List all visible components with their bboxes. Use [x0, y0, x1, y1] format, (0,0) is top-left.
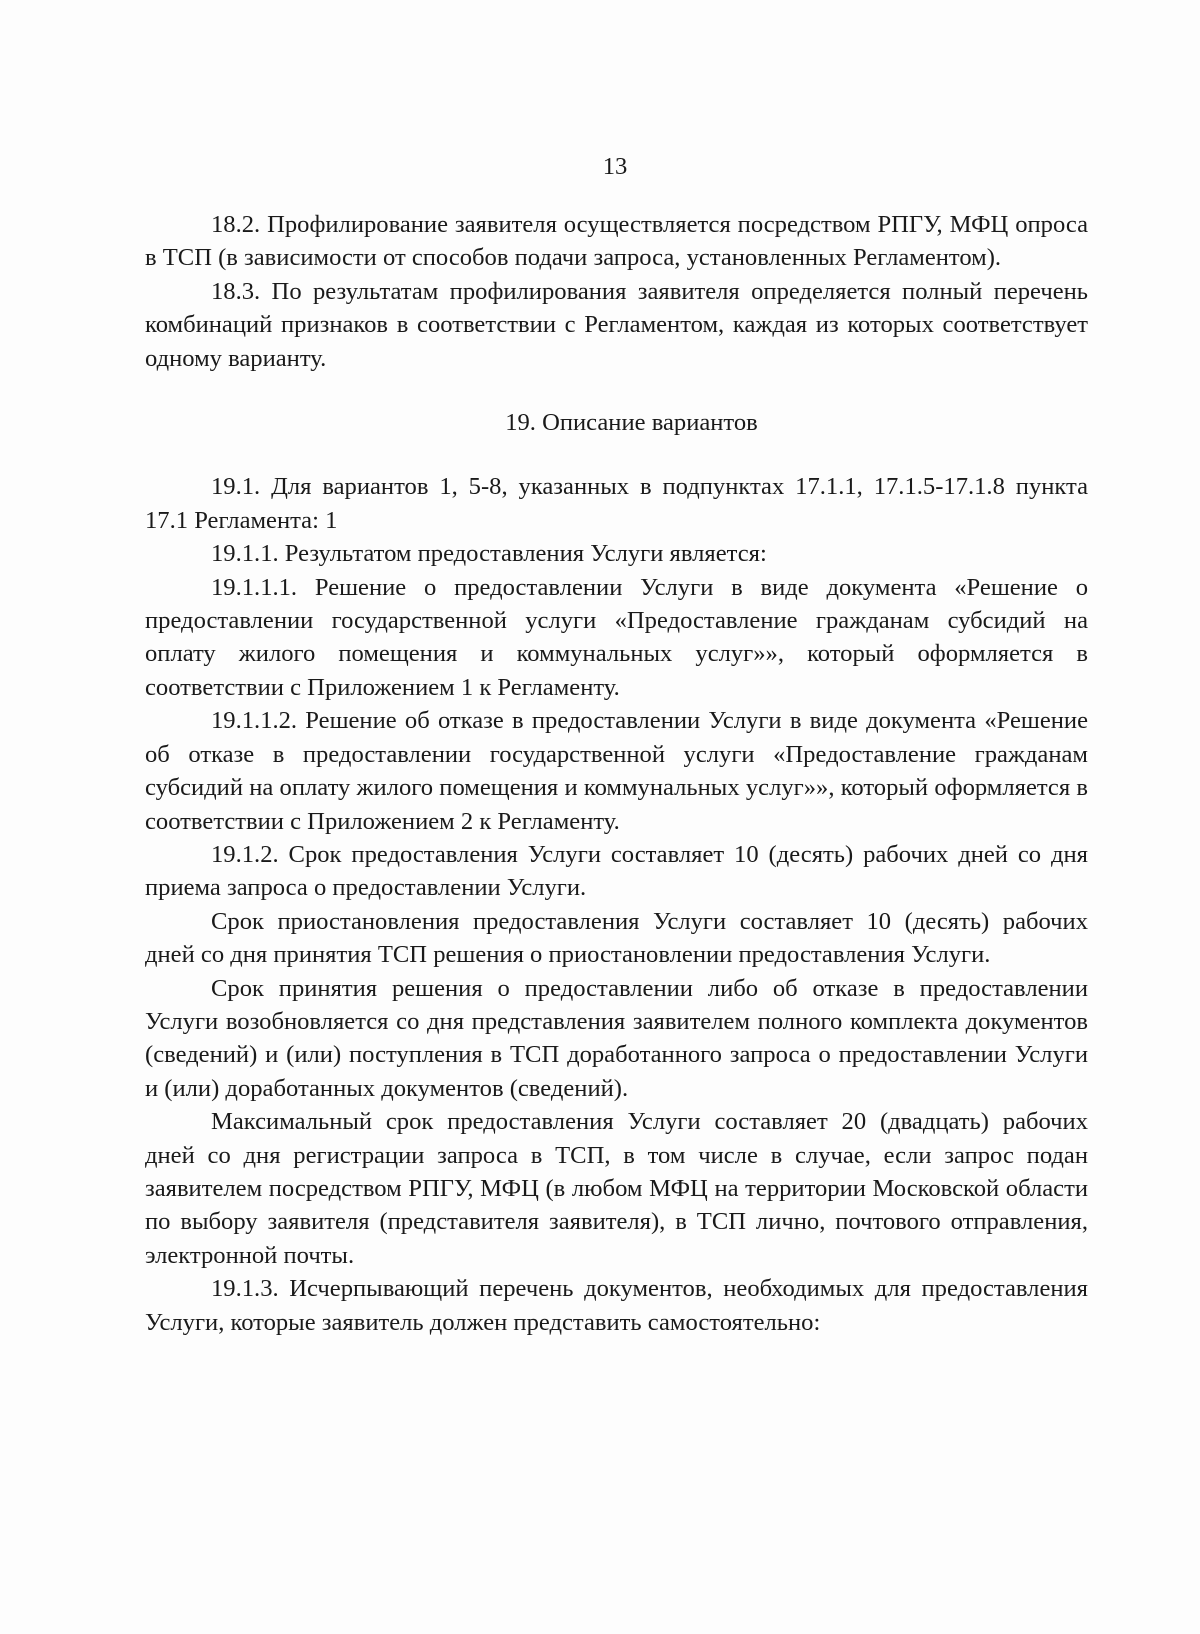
section-heading: 19. Описание вариантов [505, 409, 758, 437]
paragraph-decision-term: Срок принятия решения о предоставлении либо об отказе в предоставлении Услуги возобновляется со дня представления заявителем полного комплекта документов (сведений) и (или) поступления в ТСП доработанного запроса о предоставлении Услуги и (или) доработанных документов (сведений). [145, 974, 1088, 1102]
paragraph-19-1-3: 19.1.3. Исчерпывающий перечень документов, необходимых для предоставления Услуги, которые заявитель должен представить самостоятельно: [145, 1275, 1088, 1336]
paragraph-19-1-1-2: 19.1.1.2. Решение об отказе в предоставлении Услуги в виде документа «Решение об отказе в предоставлении государственной услуги «Предоставление гражданам субсидий на оплату жилого помещения и коммунальных услуг»», который оформляется в соответствии с Приложением 2 к Регламенту. [145, 707, 1088, 835]
paragraph-18-2: 18.2. Профилирование заявителя осуществляется посредством РПГУ, МФЦ опроса в ТСП (в зависимости от способов подачи запроса, установленных Регламентом). [145, 211, 1088, 272]
document-body [145, 208, 1088, 1339]
paragraph-19-1-1-1: 19.1.1.1. Решение о предоставлении Услуги в виде документа «Решение о предоставлении государственной услуги «Предоставление гражданам субсидий на оплату жилого помещения и коммунальных услуг»», который оформляется в соответствии с Приложением 1 к Регламенту. [145, 573, 1088, 701]
paragraph-max-term: Максимальный срок предоставления Услуги составляет 20 (двадцать) рабочих дней со дня регистрации запроса в ТСП, в том числе в случае, если запрос подан заявителем посредством РПГУ, МФЦ (в любом МФЦ на территории Московской области по выбору заявителя (представителя заявителя), в ТСП лично, почтового отправления, электронной почты. [145, 1108, 1088, 1269]
paragraph-18-3: 18.3. По результатам профилирования заявителя определяется полный перечень комбинаций признаков в соответствии с Регламентом, каждая из которых соответствует одному варианту. [145, 277, 1088, 372]
paragraph-suspension-term: Срок приостановления предоставления Услуги составляет 10 (десять) рабочих дней со дня принятия ТСП решения о приостановлении предоставления Услуги. [145, 907, 1088, 969]
spacer [145, 375, 1088, 406]
paragraph-19-1: 19.1. Для вариантов 1, 5-8, указанных в подпунктах 17.1.1, 17.1.5-17.1.8 пункта 17.1 Регламента: 1 [145, 473, 1088, 534]
page-number: 13 [602, 153, 628, 180]
paragraph-19-1-2: 19.1.2. Срок предоставления Услуги составляет 10 (десять) рабочих дней со дня приема запроса о предоставлении Услуги. [145, 840, 1088, 902]
paragraph-19-1-1: 19.1.1. Результатом предоставления Услуги является: [211, 540, 767, 568]
spacer [145, 439, 1088, 470]
